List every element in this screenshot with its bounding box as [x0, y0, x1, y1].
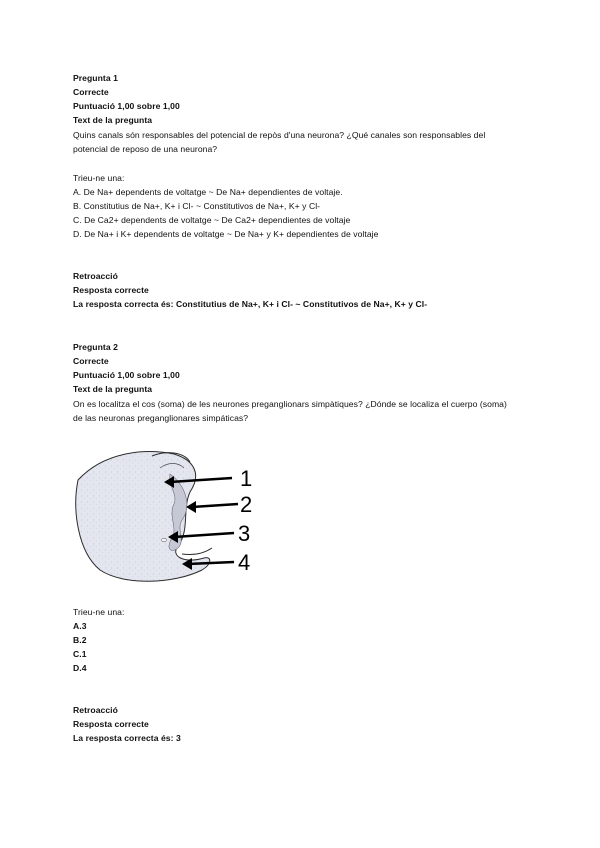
spinal-cord-figure	[74, 440, 270, 598]
q2-correct-answer: La resposta correcta és: 3	[73, 733, 181, 743]
q2-option-c[interactable]: C.1	[73, 649, 87, 659]
q1-feedback-status: Resposta correcte	[73, 285, 149, 295]
q2-text-label: Text de la pregunta	[73, 384, 153, 394]
figure-label-1: 1	[240, 466, 253, 491]
q1-title: Pregunta 1	[73, 73, 118, 83]
q2-choose-label: Trieu-ne una:	[73, 607, 125, 617]
q2-status: Correcte	[73, 356, 109, 366]
q1-option-c[interactable]: C. De Ca2+ dependents de voltatge ~ De Ca2+ dependientes de voltaje	[73, 215, 351, 225]
q1-option-b[interactable]: B. Constitutius de Na+, K+ i Cl- ~ Constitutivos de Na+, K+ y Cl-	[73, 201, 321, 211]
q2-feedback-status: Resposta correcte	[73, 719, 149, 729]
q2-score: Puntuació 1,00 sobre 1,00	[73, 370, 180, 380]
q2-question-line1: On es localitza el cos (soma) de les neurones preganglionars simpàtiques? ¿Dónde se localiza el cuerpo (soma)	[73, 399, 507, 409]
q1-question-line2: potencial de reposo de una neurona?	[73, 144, 218, 154]
q2-option-d[interactable]: D.4	[73, 663, 87, 673]
q2-question-line2: de las neuronas preganglionares simpáticas?	[73, 413, 249, 423]
q1-option-d[interactable]: D. De Na+ i K+ dependents de voltatge ~ De Na+ y K+ dependientes de voltaje	[73, 229, 379, 239]
q2-option-b[interactable]: B.2	[73, 635, 87, 645]
q1-option-a[interactable]: A. De Na+ dependents de voltatge ~ De Na+ dependientes de voltaje.	[73, 187, 343, 197]
q1-choose-label: Trieu-ne una:	[73, 173, 125, 183]
q1-question-line1: Quins canals són responsables del potencial de repòs d'una neurona? ¿Qué canales son responsables del	[73, 130, 486, 140]
arrow-2	[192, 504, 238, 507]
q2-title: Pregunta 2	[73, 342, 118, 352]
q1-status: Correcte	[73, 87, 109, 97]
q1-feedback-label: Retroacció	[73, 271, 118, 281]
q1-correct-answer: La resposta correcta és: Constitutius de Na+, K+ i Cl- ~ Constitutivos de Na+, K+ y Cl-	[73, 299, 428, 309]
q1-score: Puntuació 1,00 sobre 1,00	[73, 101, 180, 111]
figure-label-4: 4	[238, 550, 251, 575]
q2-option-a[interactable]: A.3	[73, 621, 87, 631]
q2-feedback-label: Retroacció	[73, 705, 118, 715]
spinal-cord-diagram	[74, 440, 270, 598]
figure-label-2: 2	[240, 492, 253, 517]
q1-text-label: Text de la pregunta	[73, 115, 153, 125]
figure-label-3: 3	[238, 521, 251, 546]
